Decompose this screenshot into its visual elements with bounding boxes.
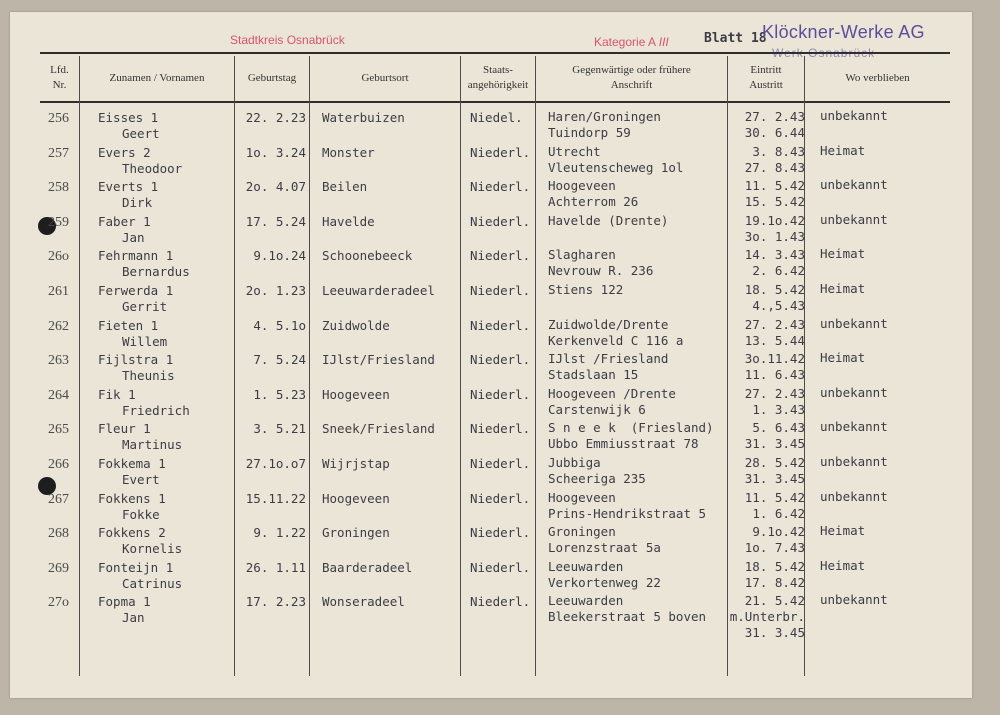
exit-date: 2. 6.42 — [752, 263, 805, 278]
birthplace: Wonseradeel — [322, 594, 405, 609]
birthdate: 17. 5.24 — [245, 214, 306, 229]
nationality: Niederl. — [470, 248, 531, 263]
entry-date: 11. 5.42 — [744, 490, 805, 505]
exit-date: 17. 8.42 — [744, 575, 805, 590]
birthplace: Beilen — [322, 179, 368, 194]
address-line-2: Prins-Hendrikstraat 5 — [548, 506, 707, 521]
column-divider — [309, 56, 310, 676]
surname: Fijlstra 1 — [98, 352, 174, 367]
company-stamp: Klöckner-Werke AG — [762, 22, 925, 42]
birthdate: 17. 2.23 — [245, 594, 306, 609]
entry-date: 21. 5.42 — [744, 593, 805, 608]
nationality: Niedel. — [470, 110, 523, 125]
birthdate: 1o. 3.24 — [245, 145, 306, 160]
whereabouts: unbekannt — [820, 385, 888, 400]
first-name: Evert — [122, 472, 160, 487]
address-line-1: Stiens 122 — [548, 282, 624, 297]
row-number: 269 — [48, 561, 69, 576]
row-number: 257 — [48, 146, 69, 161]
entry-date: 27. 2.43 — [744, 109, 805, 124]
address-line-2: Bleekerstraat 5 boven — [548, 609, 707, 624]
whereabouts: unbekannt — [820, 316, 888, 331]
birthplace: Hoogeveen — [322, 491, 390, 506]
nationality: Niederl. — [470, 179, 531, 194]
birthplace: Wijrjstap — [322, 456, 390, 471]
birthplace: Groningen — [322, 525, 390, 540]
category-label: Kategorie A III — [594, 35, 669, 49]
nationality: Niederl. — [470, 283, 531, 298]
exit-date: 3o. 1.43 — [744, 229, 805, 244]
whereabouts: unbekannt — [820, 212, 888, 227]
nationality: Niederl. — [470, 594, 531, 609]
nationality: Niederl. — [470, 214, 531, 229]
surname: Fieten 1 — [98, 318, 159, 333]
address-line-2: Vleutenscheweg 1ol — [548, 160, 684, 175]
first-name: Jan — [122, 610, 145, 625]
surname: Fonteijn 1 — [98, 560, 174, 575]
entry-date: 3. 8.43 — [752, 144, 805, 159]
row-number: 262 — [48, 319, 69, 334]
exit-date: 30. 6.44 — [744, 125, 805, 140]
address-line-2: Carstenwijk 6 — [548, 402, 646, 417]
address-line-1: Jubbiga — [548, 455, 601, 470]
entry-date: 5. 6.43 — [752, 420, 805, 435]
row-number: 266 — [48, 457, 69, 472]
address-line-2: Ubbo Emmiusstraat 78 — [548, 436, 699, 451]
whereabouts: Heimat — [820, 350, 866, 365]
address-line-1: Leeuwarden — [548, 559, 624, 574]
first-name: Kornelis — [122, 541, 183, 556]
nationality: Niederl. — [470, 525, 531, 540]
first-name: Catrinus — [122, 576, 183, 591]
address-line-1: Groningen — [548, 524, 616, 539]
surname: Evers 2 — [98, 145, 151, 160]
col-header-birthdate: Geburtstag — [247, 71, 297, 84]
first-name: Martinus — [122, 437, 183, 452]
address-line-2: Scheeriga 235 — [548, 471, 646, 486]
surname: Fleur 1 — [98, 421, 151, 436]
col-header-address: Gegenwärtige oder frühere Anschrift — [572, 64, 691, 91]
exit-date: 1. 6.42 — [752, 506, 805, 521]
entry-date: 18. 5.42 — [744, 282, 805, 297]
header-rule — [40, 101, 950, 103]
surname: Ferwerda 1 — [98, 283, 174, 298]
row-number: 265 — [48, 422, 69, 437]
nationality: Niederl. — [470, 456, 531, 471]
entry-date: 27. 2.43 — [744, 317, 805, 332]
surname: Fokkens 1 — [98, 491, 166, 506]
col-header-nationality: Staats- angehörigkeit — [467, 64, 529, 91]
address-line-2: Stadslaan 15 — [548, 367, 639, 382]
row-number: 263 — [48, 353, 69, 368]
birthdate: 4. 5.1o — [253, 318, 306, 333]
surname: Fehrmann 1 — [98, 248, 174, 263]
entry-date: 11. 5.42 — [744, 178, 805, 193]
exit-date: 31. 3.45 — [744, 436, 805, 451]
column-divider — [535, 56, 536, 676]
col-header-nr: Lfd. Nr. — [50, 64, 69, 91]
address-line-1: Leeuwarden — [548, 593, 624, 608]
entry-date: 19.1o.42 — [744, 213, 805, 228]
column-divider — [234, 56, 235, 676]
whereabouts: Heimat — [820, 143, 866, 158]
nationality: Niederl. — [470, 387, 531, 402]
entry-date: 27. 2.43 — [744, 386, 805, 401]
whereabouts: unbekannt — [820, 454, 888, 469]
whereabouts: unbekannt — [820, 108, 888, 123]
whereabouts: unbekannt — [820, 489, 888, 504]
address-line-2: Kerkenveld C 116 a — [548, 333, 684, 348]
birthplace: Leeuwarderadeel — [322, 283, 435, 298]
birthdate: 22. 2.23 — [245, 110, 306, 125]
first-name: Geert — [122, 126, 160, 141]
address-line-2: Nevrouw R. 236 — [548, 263, 654, 278]
birthdate: 9. 1.22 — [253, 525, 306, 540]
birthplace: Sneek/Friesland — [322, 421, 435, 436]
birthdate: 3. 5.21 — [253, 421, 306, 436]
surname: Faber 1 — [98, 214, 151, 229]
col-header-whereabouts: Wo verblieben — [845, 71, 910, 84]
birthdate: 15.11.22 — [245, 491, 306, 506]
row-number: 26o — [48, 249, 69, 264]
address-line-2: Tuindorp 59 — [548, 125, 631, 140]
row-number: 261 — [48, 284, 69, 299]
birthplace: Waterbuizen — [322, 110, 405, 125]
city-label: Stadtkreis Osnabrück — [230, 33, 345, 47]
column-divider — [79, 56, 80, 676]
birthplace: Baarderadeel — [322, 560, 413, 575]
column-divider — [460, 56, 461, 676]
birthdate: 9.1o.24 — [253, 248, 306, 263]
row-number: 259 — [48, 215, 69, 230]
row-number: 27o — [48, 595, 69, 610]
exit-date: 11. 6.43 — [744, 367, 805, 382]
address-line-1: S n e e k (Friesland) — [548, 420, 714, 435]
col-header-name: Zunamen / Vornamen — [109, 71, 205, 84]
surname: Fik 1 — [98, 387, 136, 402]
col-header-birthplace: Geburtsort — [361, 71, 409, 84]
entry-date: 9.1o.42 — [752, 524, 805, 539]
sheet-number: Blatt 18 — [704, 31, 767, 46]
row-number: 268 — [48, 526, 69, 541]
whereabouts: Heimat — [820, 523, 866, 538]
entry-date: 28. 5.42 — [744, 455, 805, 470]
whereabouts: Heimat — [820, 281, 866, 296]
address-line-1: Hoogeveen — [548, 178, 616, 193]
address-line-2: Verkortenweg 22 — [548, 575, 661, 590]
birthplace: Monster — [322, 145, 375, 160]
birthdate: 7. 5.24 — [253, 352, 306, 367]
surname: Fokkema 1 — [98, 456, 166, 471]
birthplace: IJlst/Friesland — [322, 352, 435, 367]
address-line-1: Hoogeveen /Drente — [548, 386, 676, 401]
row-number: 256 — [48, 111, 69, 126]
birthplace: Hoogeveen — [322, 387, 390, 402]
address-line-1: IJlst /Friesland — [548, 351, 669, 366]
nationality: Niederl. — [470, 491, 531, 506]
row-number: 267 — [48, 492, 69, 507]
address-line-2: Lorenzstraat 5a — [548, 540, 661, 555]
address-line-1: Zuidwolde/Drente — [548, 317, 669, 332]
entry-date: 3o.11.42 — [744, 351, 805, 366]
first-name: Fokke — [122, 507, 160, 522]
exit-date: 1o. 7.43 — [744, 540, 805, 555]
surname: Fokkens 2 — [98, 525, 166, 540]
first-name: Jan — [122, 230, 145, 245]
exit-date: 31. 3.45 — [744, 471, 805, 486]
first-name: Gerrit — [122, 299, 168, 314]
first-name: Willem — [122, 334, 168, 349]
exit-date: 15. 5.42 — [744, 194, 805, 209]
exit-date: 4.,5.43 — [752, 298, 805, 313]
whereabouts: unbekannt — [820, 592, 888, 607]
whereabouts: unbekannt — [820, 419, 888, 434]
address-line-1: Slagharen — [548, 247, 616, 262]
entry-date: 18. 5.42 — [744, 559, 805, 574]
whereabouts: Heimat — [820, 246, 866, 261]
whereabouts: unbekannt — [820, 177, 888, 192]
first-name: Friedrich — [122, 403, 190, 418]
column-divider — [727, 56, 728, 676]
first-name: Bernardus — [122, 264, 190, 279]
whereabouts: Heimat — [820, 558, 866, 573]
birthdate: 1. 5.23 — [253, 387, 306, 402]
birthplace: Zuidwolde — [322, 318, 390, 333]
first-name: Theunis — [122, 368, 175, 383]
birthdate: 2o. 1.23 — [245, 283, 306, 298]
birthdate: 26. 1.11 — [245, 560, 306, 575]
nationality: Niederl. — [470, 352, 531, 367]
birthplace: Havelde — [322, 214, 375, 229]
nationality: Niederl. — [470, 560, 531, 575]
first-name: Theodoor — [122, 161, 183, 176]
exit-date: 1. 3.43 — [752, 402, 805, 417]
address-line-1: Haren/Groningen — [548, 109, 661, 124]
birthdate: 2o. 4.07 — [245, 179, 306, 194]
surname: Eisses 1 — [98, 110, 159, 125]
address-line-1: Havelde (Drente) — [548, 213, 669, 228]
nationality: Niederl. — [470, 145, 531, 160]
address-line-1: Hoogeveen — [548, 490, 616, 505]
first-name: Dirk — [122, 195, 153, 210]
birthplace: Schoonebeeck — [322, 248, 413, 263]
exit-date: 13. 5.44 — [744, 333, 805, 348]
row-number: 264 — [48, 388, 69, 403]
exit-date-extra: 31. 3.45 — [744, 625, 805, 640]
entry-date: 14. 3.43 — [744, 247, 805, 262]
exit-date: 27. 8.43 — [744, 160, 805, 175]
surname: Fopma 1 — [98, 594, 151, 609]
row-number: 258 — [48, 180, 69, 195]
top-rule — [40, 52, 950, 54]
nationality: Niederl. — [470, 318, 531, 333]
address-line-1: Utrecht — [548, 144, 601, 159]
nationality: Niederl. — [470, 421, 531, 436]
birthdate: 27.1o.o7 — [245, 456, 306, 471]
surname: Everts 1 — [98, 179, 159, 194]
col-header-dates: Eintritt Austritt — [749, 64, 783, 91]
exit-date: m.Unterbr. — [729, 609, 805, 624]
address-line-2: Achterrom 26 — [548, 194, 639, 209]
